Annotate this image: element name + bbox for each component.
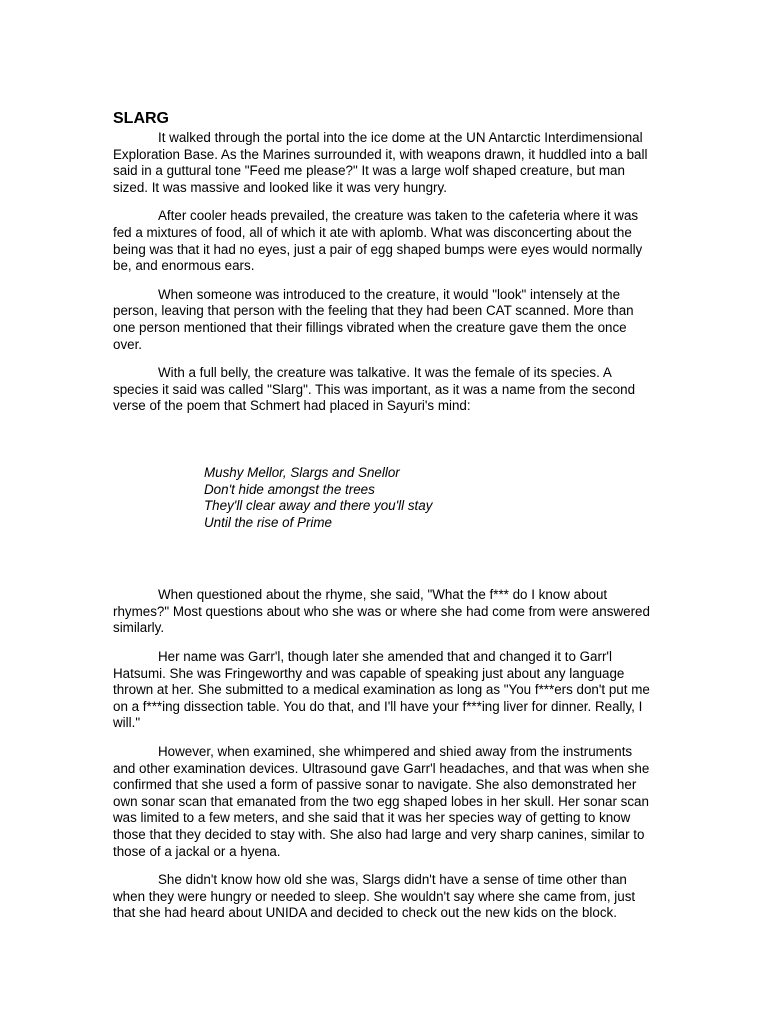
poem-line: Until the rise of Prime — [204, 514, 332, 530]
paragraph: It walked through the portal into the ice dome at the UN Antarctic Interdimensional Exploration Base. As the Marines surrounded it, with weapons drawn, it huddled into a ball said in a guttural tone "Feed me please?" It was a large wolf shaped creature, but man sized. It was massive and looked like it was very hungry. — [113, 130, 648, 195]
paragraph: Her name was Garr'l, though later she amended that and changed it to Garr'l Hatsumi. She was Fringeworthy and was capable of speaking just about any language thrown at her. She submitted to a medical examination as long as "You f***ers don't put me on a f***ing dissection table. You do that, and I'll have your f***ing liver for dinner. Really, I will." — [113, 649, 650, 731]
document-page — [113, 109, 655, 934]
poem-line: Don't hide amongst the trees — [204, 481, 375, 497]
paragraph: When questioned about the rhyme, she said, "What the f*** do I know about rhymes?" Most questions about who she was or where she had come from were answered similarly. — [113, 587, 650, 636]
paragraph: However, when examined, she whimpered and shied away from the instruments and other examination devices. Ultrasound gave Garr'l headaches, and that was when she confirmed that she used a form of passive sonar to navigate. She also demonstrated her own sonar scan that emanated from the two egg shaped lobes in her skull. Her sonar scan was limited to a few meters, and she said that it was her species way of getting to know those that they decided to stay with. She also had large and very sharp canines, similar to those of a jackal or a hyena. — [113, 744, 650, 859]
poem-line: They'll clear away and there you'll stay — [204, 498, 433, 514]
paragraph: After cooler heads prevailed, the creature was taken to the cafeteria where it was fed a mixtures of food, all of which it ate with aplomb. What was disconcerting about the being was that it had no eyes, just a pair of egg shaped bumps were eyes would normally be, and enormous ears. — [113, 208, 643, 274]
paragraph: With a full belly, the creature was talkative. It was the female of its species. A species it said was called "Slarg". This was important, as it was a name from the second verse of the poem that Schmert had placed in Sayuri's mind: — [113, 365, 636, 414]
poem-line: Mushy Mellor, Slargs and Snellor — [204, 464, 400, 480]
poem-block — [204, 465, 655, 531]
paragraph: When someone was introduced to the creature, it would "look" intensely at the person, leaving that person with the feeling that they had been CAT scanned. More than one person mentioned that their fillings vibrated when the creature gave them the once over. — [113, 286, 634, 352]
paragraph: She didn't know how old she was, Slargs didn't have a sense of time other than when they were hungry or needed to sleep. She wouldn't say where she came from, just that she had heard about UNIDA and decided to check out the new kids on the block. — [113, 872, 636, 921]
document-title: SLARG — [113, 110, 169, 127]
